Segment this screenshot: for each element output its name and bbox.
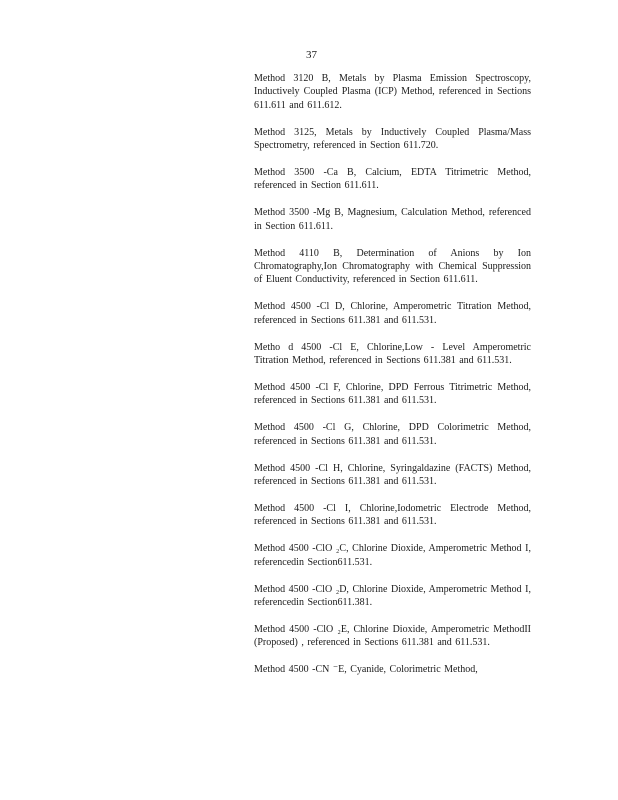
method-entry-4500-clo2-e: Method 4500 -ClO ₂E, Chlorine Dioxide, Amperometric MethodII (Proposed) , referenced in Sections 611.381 and 611.531. bbox=[254, 623, 531, 649]
method-entry-3500-mg-b: Method 3500 -Mg B, Magnesium, Calculation Method, referenced in Section 611.611. bbox=[254, 207, 531, 232]
method-entry-4500-cl-g: Method 4500 -Cl G, Chlorine, DPD Colorimetric Method, referenced in Sections 611.381 and 611.531. bbox=[254, 422, 531, 447]
method-reference-list bbox=[254, 72, 531, 690]
method-entry-3500-ca-b: Method 3500 -Ca B, Calcium, EDTA Titrimetric Method, referenced in Section 611.611. bbox=[254, 167, 531, 192]
method-entry-3120b: Method 3120 B, Metals by Plasma Emission Spectroscopy, Inductively Coupled Plasma (ICP) Method, referenced in Sections 611.611 and 611.612. bbox=[254, 73, 531, 111]
method-entry-4500-cl-d: Method 4500 -Cl D, Chlorine, Amperometric Titration Method, referenced in Sections 611.381 and 611.531. bbox=[254, 301, 531, 326]
page-number: 37 bbox=[306, 49, 317, 61]
method-entry-4500-cl-f: Method 4500 -Cl F, Chlorine, DPD Ferrous Titrimetric Method, referenced in Sections 611.381 and 611.531. bbox=[254, 382, 531, 407]
method-entry-4500-clo2-d: Method 4500 -ClO ₂D, Chlorine Dioxide, Amperometric Method I, referencedin Section611.381. bbox=[254, 583, 531, 608]
method-entry-4500-cl-i: Method 4500 -Cl I, Chlorine,Iodometric Electrode Method, referenced in Sections 611.381 and 611.531. bbox=[254, 502, 531, 528]
method-entry-4110b: Method 4110 B, Determination of Anions by Ion Chromatography,Ion Chromatography with Chemical Suppression of Eluent Conductivity, referenced in Section 611.611. bbox=[254, 247, 531, 286]
method-entry-4500-cn-e: Method 4500 -CN ⁻E, Cyanide, Colorimetric Method, bbox=[254, 664, 478, 676]
method-entry-4500-cl-h: Method 4500 -Cl H, Chlorine, Syringaldazine (FACTS) Method, referenced in Sections 611.381 and 611.531. bbox=[254, 462, 531, 488]
method-entry-3125: Method 3125, Metals by Inductively Coupled Plasma/Mass Spectrometry, referenced in Section 611.720. bbox=[254, 126, 531, 152]
method-entry-4500-clo2-c: Method 4500 -ClO ₂C, Chlorine Dioxide, Amperometric Method I, referencedin Section611.531. bbox=[254, 543, 531, 568]
method-entry-4500-cl-e: Metho d 4500 -Cl E, Chlorine,Low - Level Amperometric Titration Method, referenced in Sections 611.381 and 611.531. bbox=[254, 341, 531, 367]
